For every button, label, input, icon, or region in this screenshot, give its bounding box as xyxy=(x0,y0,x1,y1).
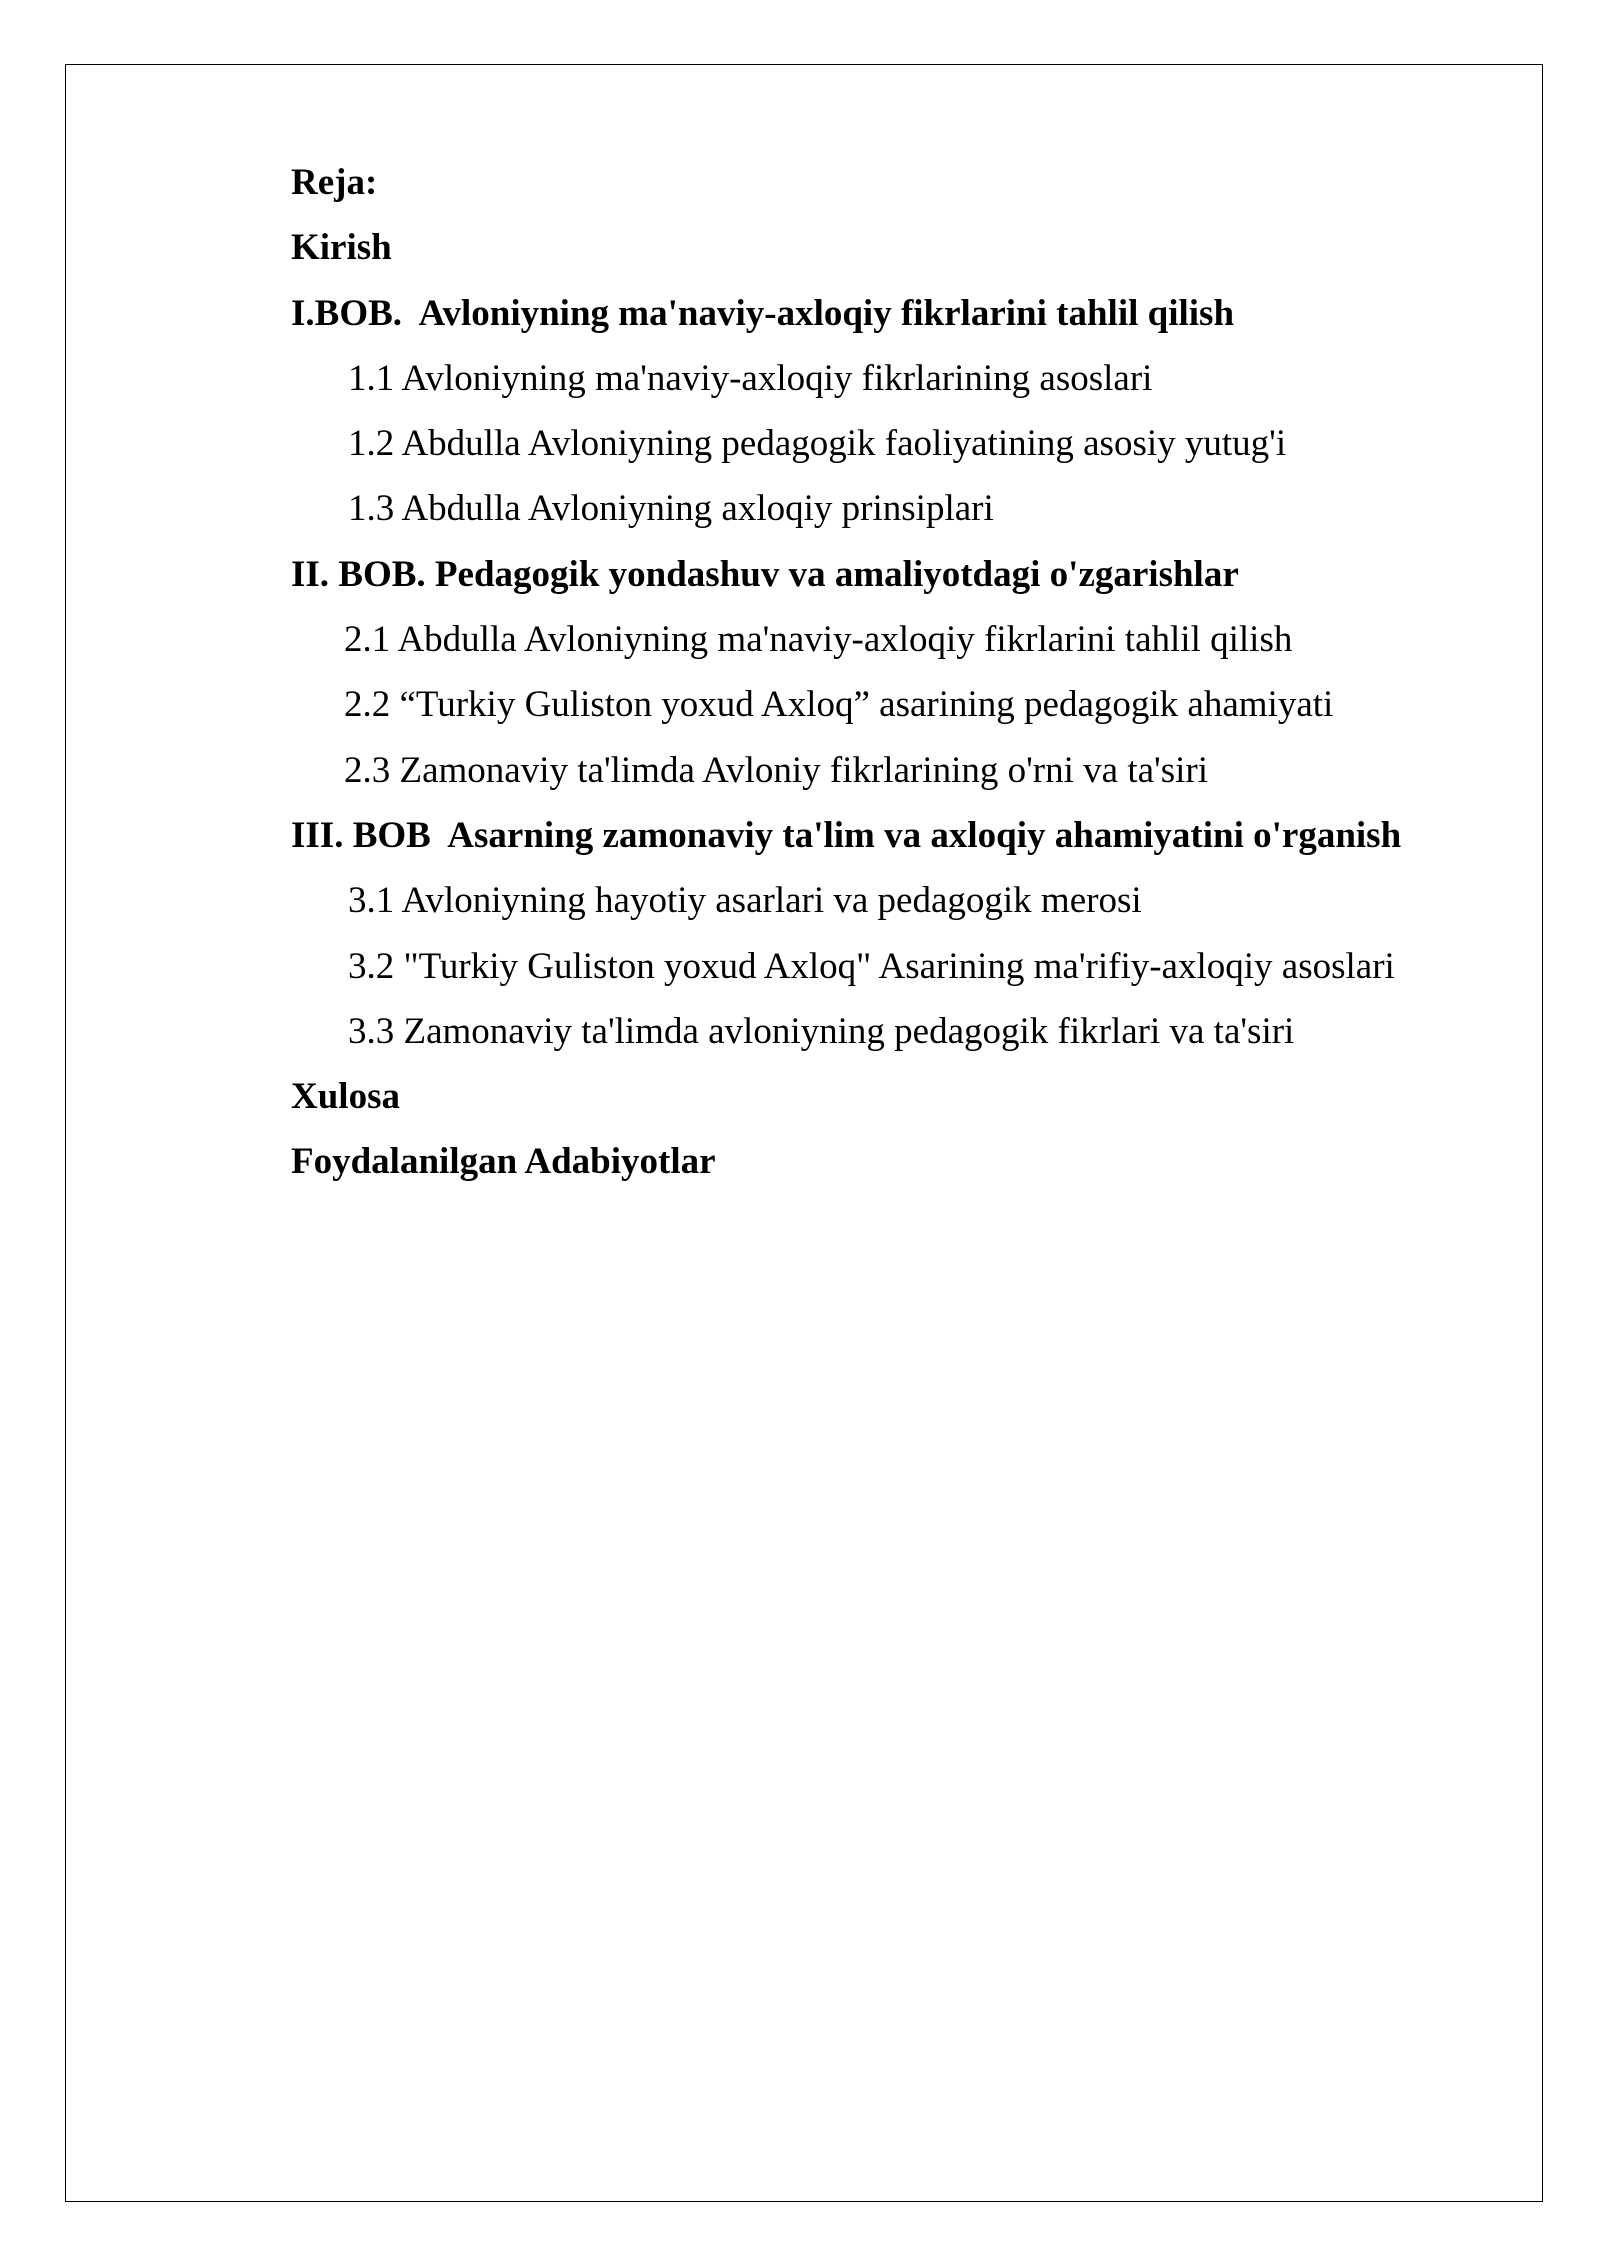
section-3-2: 3.2 "Turkiy Guliston yoxud Axloq" Asarining ma'rifiy-axloqiy asoslari xyxy=(348,945,1395,987)
section-2-1: 2.1 Abdulla Avloniyning ma'naviy-axloqiy fikrlarini tahlil qilish xyxy=(344,619,1293,661)
section-1-1: 1.1 Avloniyning ma'naviy-axloqiy fikrlarining asoslari xyxy=(348,357,1153,399)
toc-references: Foydalanilgan Adabiyotlar xyxy=(291,1141,716,1183)
section-3-1: 3.1 Avloniyning hayotiy asarlari va pedagogik merosi xyxy=(348,880,1142,922)
chapter-2-title: II. BOB. Pedagogik yondashuv va amaliyotdagi o'zgarishlar xyxy=(291,553,1239,595)
chapter-1-title: I.BOB. Avloniyning ma'naviy-axloqiy fikrlarini tahlil qilish xyxy=(291,292,1235,334)
table-of-contents xyxy=(291,150,1531,1195)
section-1-3: 1.3 Abdulla Avloniyning axloqiy prinsiplari xyxy=(348,488,994,530)
section-2-3: 2.3 Zamonaviy ta'limda Avloniy fikrlarining o'rni va ta'siri xyxy=(344,749,1208,791)
chapter-3-title: III. BOB Asarning zamonaviy ta'lim va axloqiy ahamiyatini o'rganish xyxy=(291,814,1402,856)
toc-intro: Kirish xyxy=(291,227,392,269)
section-2-2: 2.2 “Turkiy Guliston yoxud Axloq” asarining pedagogik ahamiyati xyxy=(344,684,1334,726)
section-1-2: 1.2 Abdulla Avloniyning pedagogik faoliyatining asosiy yutug'i xyxy=(348,423,1287,465)
section-3-3: 3.3 Zamonaviy ta'limda avloniyning pedagogik fikrlari va ta'siri xyxy=(348,1010,1295,1052)
toc-conclusion: Xulosa xyxy=(291,1076,400,1118)
toc-heading: Reja: xyxy=(291,162,378,203)
